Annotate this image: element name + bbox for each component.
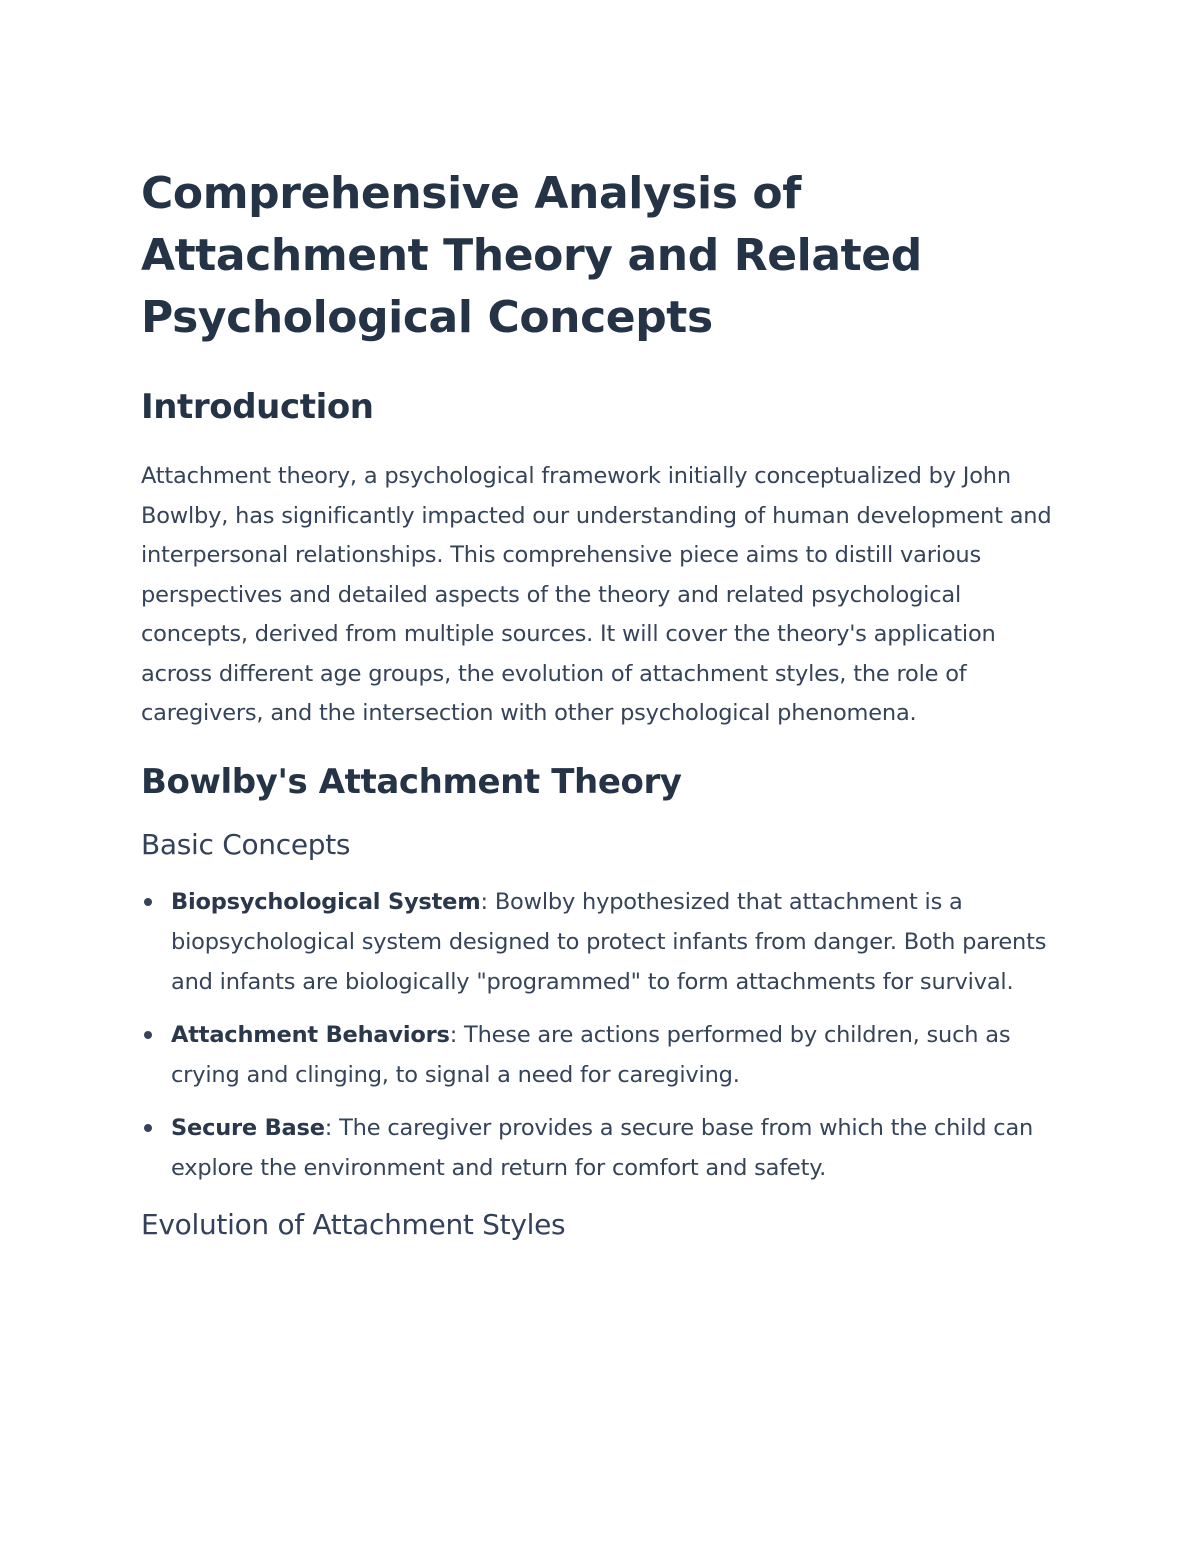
bullet-icon	[144, 1031, 152, 1039]
term-description: : The caregiver provides a secure base from which the child can explore the environment and return for comfort and safety.	[171, 1114, 1034, 1181]
bullet-icon	[144, 1124, 152, 1132]
term-label: Attachment Behaviors	[171, 1021, 450, 1048]
basic-concepts-heading: Basic Concepts	[141, 827, 351, 861]
term-description: : These are actions performed by children, such as crying and clinging, to signal a need for caregiving.	[171, 1021, 1011, 1088]
basic-concepts-list	[141, 882, 1071, 1188]
introduction-paragraph: Attachment theory, a psychological framework initially conceptualized by John Bowlby, has significantly impacted our understanding of human development and interpersonal relationships. This comprehensive piece aims to distill various perspectives and detailed aspects of the theory and related psychological concepts, derived from multiple sources. It will cover the theory's application across different age groups, the evolution of attachment styles, the role of caregivers, and the intersection with other psychological phenomena.	[141, 463, 1052, 726]
term-description: : Bowlby hypothesized that attachment is a biopsychological system designed to protect infants from danger. Both parents and infants are biologically "programmed" to form attachments for survival.	[171, 888, 1047, 995]
document-title: Comprehensive Analysis of Attachment Theory and Related Psychological Concepts	[141, 168, 922, 343]
list-item	[141, 1108, 1071, 1188]
document-page	[141, 163, 1071, 1244]
term-label: Biopsychological System	[171, 888, 481, 915]
term-label: Secure Base	[171, 1114, 325, 1141]
bullet-icon	[144, 898, 152, 906]
list-item	[141, 882, 1071, 1002]
list-item	[141, 1015, 1071, 1095]
bowlby-theory-heading: Bowlby's Attachment Theory	[141, 761, 682, 802]
introduction-heading: Introduction	[141, 387, 374, 427]
evolution-styles-heading: Evolution of Attachment Styles	[141, 1207, 566, 1241]
